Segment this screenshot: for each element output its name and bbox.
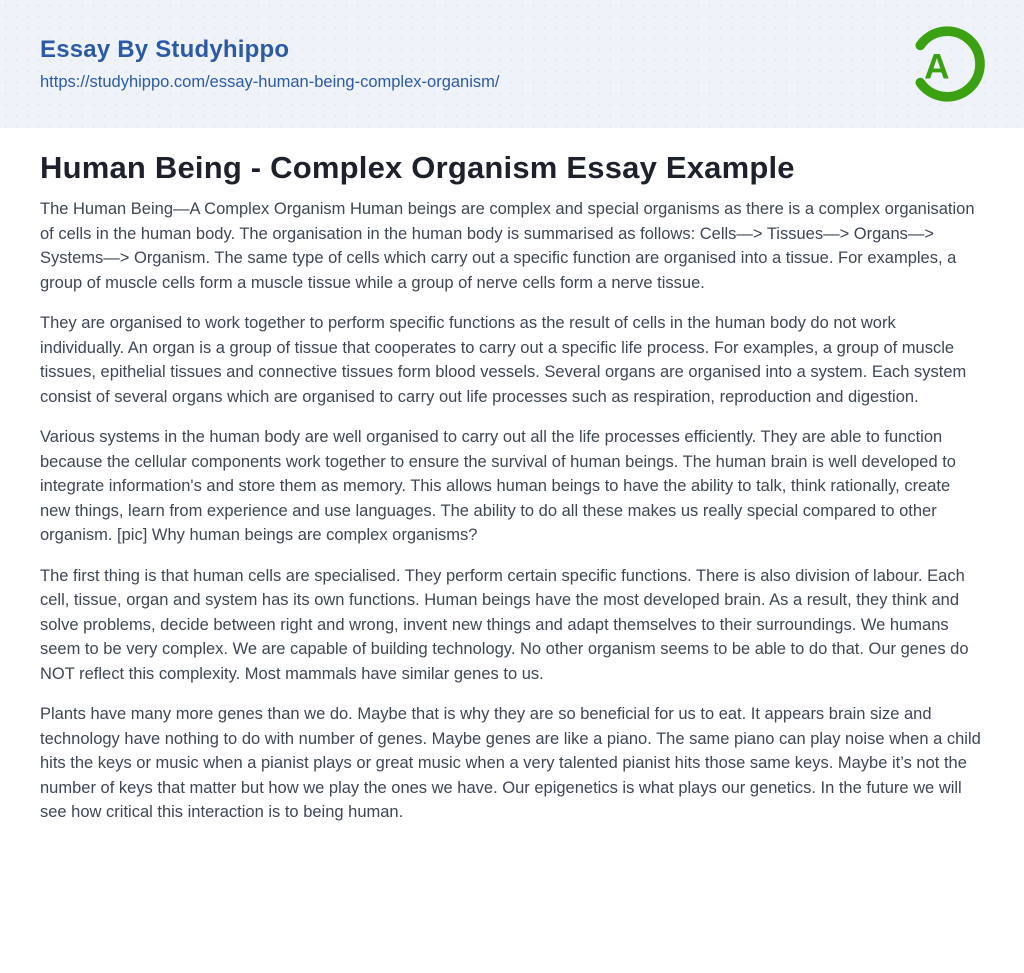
page-header [0,0,1024,128]
header-text-block [40,36,499,92]
site-title: Essay By Studyhippo [40,36,290,63]
article-title: Human Being - Complex Organism Essay Example [40,150,795,185]
paragraph-2: They are organised to work together to perform specific functions as the result of cells in the human body do not work individually. An organ is a group of tissue that cooperates to carry out a specific life process. For examples, a group of muscle tissues, epithelial tissues and connective tissues form blood vessels. Several organs are organised into a system. Each system consist of several organs which are organised to carry out life processes such as respiration, reproduction and digestion. [40,314,967,406]
article-body [40,197,984,825]
logo-arc-icon [904,20,988,108]
paragraph-5: Plants have many more genes than we do. Maybe that is why they are so beneficial for us to eat. It appears brain size and technology have nothing to do with number of genes. Maybe genes are like a piano. The same piano can play noise when a child hits the keys or music when a pianist plays or great music when a very talented pianist hits those same keys. Maybe it’s not the number of keys that matter but how we play the ones we have. Our epigenetics is what plays our genetics. In the future we will see how critical this interaction is to being human. [40,705,981,821]
article-content [0,128,1024,881]
page-url-link[interactable]: https://studyhippo.com/essay-human-being-complex-organism/ [40,73,500,91]
paragraph-3: Various systems in the human body are well organised to carry out all the life processes efficiently. They are able to function because the cellular components work together to ensure the survival of human beings. The human brain is well developed to integrate information's and store them as memory. This allows human beings to have the ability to talk, think rationally, create new things, learn from experience and use languages. The ability to do all these makes us really special compared to other organism. [pic] Why human beings are complex organisms? [40,428,956,544]
paragraph-4: The first thing is that human cells are specialised. They perform certain specific functions. There is also division of labour. Each cell, tissue, organ and system has its own functions. Human beings have the most developed brain. As a result, they think and solve problems, decide between right and wrong, invent new things and adapt themselves to their surroundings. We humans seem to be very complex. We are capable of building technology. No other organism seems to be able to do that. Our genes do NOT reflect this complexity. Most mammals have similar genes to us. [40,566,969,683]
studyhippo-logo [904,20,988,108]
paragraph-1: The Human Being—A Complex Organism Human beings are complex and special organisms as there is a complex organisation of cells in the human body. The organisation in the human body is summarised as follows: Cells—> Tissues—> Organs—> Systems—> Organism. The same type of cells which carry out a specific function are organised into a tissue. For examples, a group of muscle cells form a muscle tissue while a group of nerve cells form a nerve tissue. [40,200,975,292]
logo-letter: A [924,47,950,87]
